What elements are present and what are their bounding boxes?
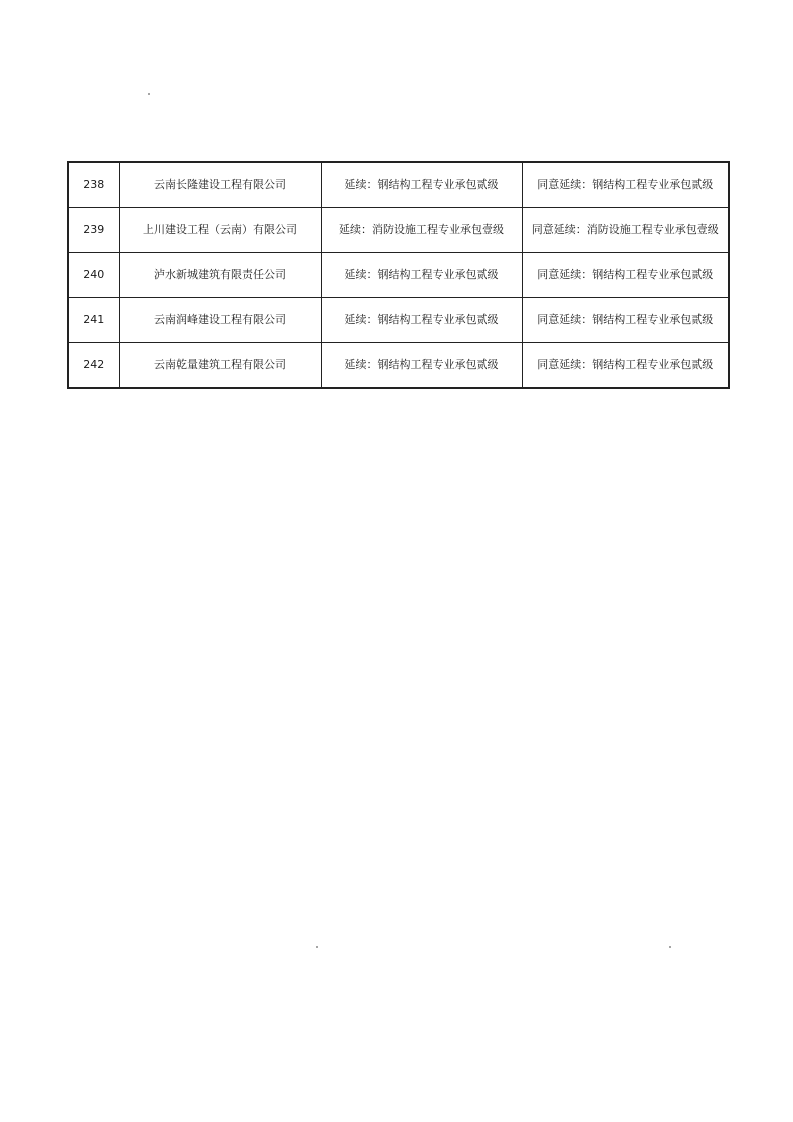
table-row: [68, 208, 729, 253]
qualification-table: [67, 161, 730, 389]
row-number: 241: [68, 298, 119, 343]
application-item: 延续：钢结构工程专业承包贰级: [321, 253, 522, 298]
scan-speck: [669, 946, 671, 948]
scan-speck: [148, 93, 150, 95]
review-result: 同意延续：消防设施工程专业承包壹级: [522, 208, 729, 253]
row-number: 240: [68, 253, 119, 298]
table-row: [68, 253, 729, 298]
row-number: 238: [68, 162, 119, 208]
review-result: 同意延续：钢结构工程专业承包贰级: [522, 343, 729, 389]
review-result: 同意延续：钢结构工程专业承包贰级: [522, 162, 729, 208]
row-number: 239: [68, 208, 119, 253]
company-name: 云南长隆建设工程有限公司: [119, 162, 321, 208]
table-row: [68, 298, 729, 343]
application-item: 延续：钢结构工程专业承包贰级: [321, 162, 522, 208]
application-item: 延续：钢结构工程专业承包贰级: [321, 343, 522, 389]
table-row: [68, 162, 729, 208]
application-item: 延续：消防设施工程专业承包壹级: [321, 208, 522, 253]
company-name: 云南润峰建设工程有限公司: [119, 298, 321, 343]
review-result: 同意延续：钢结构工程专业承包贰级: [522, 253, 729, 298]
review-result: 同意延续：钢结构工程专业承包贰级: [522, 298, 729, 343]
company-name: 泸水新城建筑有限责任公司: [119, 253, 321, 298]
application-item: 延续：钢结构工程专业承包贰级: [321, 298, 522, 343]
scan-speck: [316, 946, 318, 948]
company-name: 云南乾量建筑工程有限公司: [119, 343, 321, 389]
table-row: [68, 343, 729, 389]
row-number: 242: [68, 343, 119, 389]
company-name: 上川建设工程（云南）有限公司: [119, 208, 321, 253]
